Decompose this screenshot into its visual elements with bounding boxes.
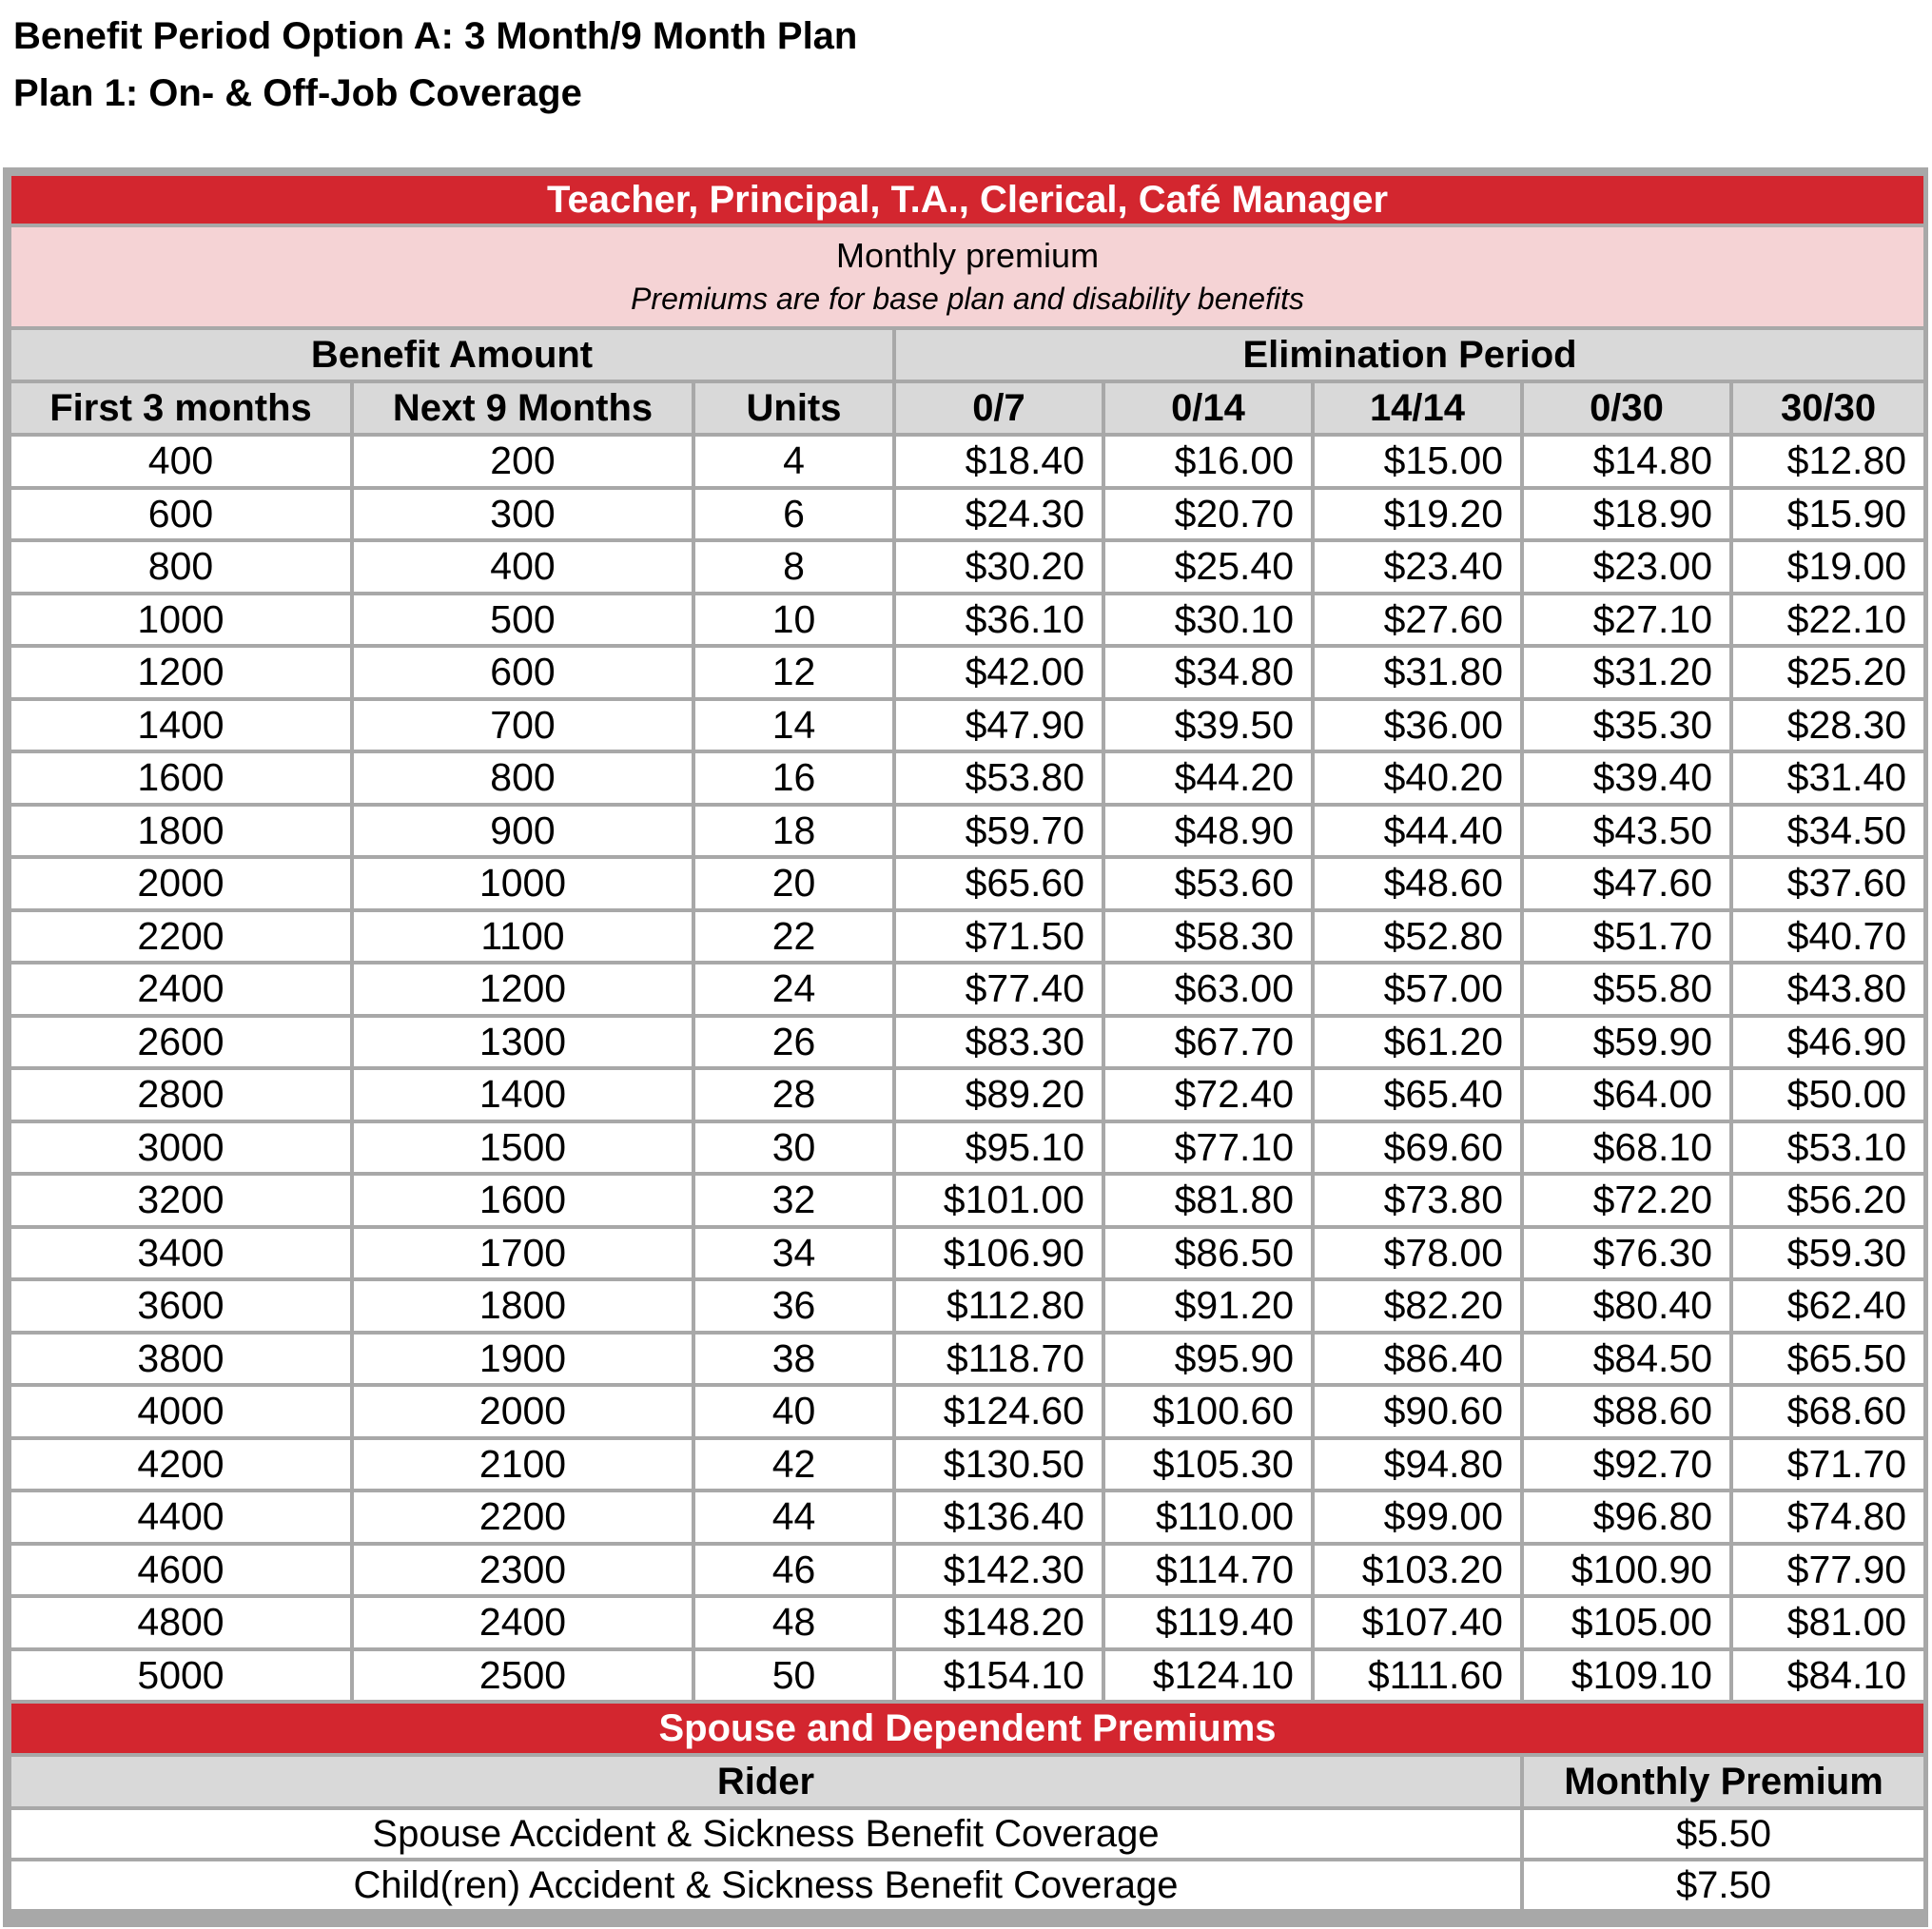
table-cell: $148.20 bbox=[894, 1596, 1103, 1649]
table-cell: $69.60 bbox=[1313, 1121, 1522, 1175]
document-titles bbox=[13, 8, 857, 122]
table-cell: 2500 bbox=[352, 1649, 693, 1703]
table-cell: 34 bbox=[693, 1227, 894, 1280]
table-cell: $71.50 bbox=[894, 910, 1103, 964]
table-cell: 300 bbox=[352, 488, 693, 541]
table-cell: $64.00 bbox=[1522, 1068, 1731, 1121]
table-cell: $65.40 bbox=[1313, 1068, 1522, 1121]
table-cell: $81.80 bbox=[1103, 1174, 1313, 1227]
table-cell: $30.10 bbox=[1103, 594, 1313, 647]
table-cell: 1400 bbox=[352, 1068, 693, 1121]
table-cell: 700 bbox=[352, 699, 693, 752]
table-cell: 24 bbox=[693, 963, 894, 1016]
table-cell: $42.00 bbox=[894, 646, 1103, 699]
table-cell: 4000 bbox=[10, 1385, 352, 1438]
column-header-row bbox=[10, 381, 1925, 435]
column-header: 0/7 bbox=[894, 381, 1103, 435]
table-row bbox=[10, 857, 1925, 910]
table-cell: 14 bbox=[693, 699, 894, 752]
table-cell: $46.90 bbox=[1731, 1016, 1925, 1069]
table-cell: $71.70 bbox=[1731, 1438, 1925, 1491]
table-cell: $27.10 bbox=[1522, 594, 1731, 647]
table-row bbox=[10, 963, 1925, 1016]
table-cell: $89.20 bbox=[894, 1068, 1103, 1121]
table-row bbox=[10, 1016, 1925, 1069]
table-cell: 5000 bbox=[10, 1649, 352, 1703]
table-cell: $19.00 bbox=[1731, 540, 1925, 594]
table-cell: $16.00 bbox=[1103, 435, 1313, 488]
table-cell: 12 bbox=[693, 646, 894, 699]
table-row bbox=[10, 1596, 1925, 1649]
table-row bbox=[10, 1068, 1925, 1121]
table-cell: 46 bbox=[693, 1544, 894, 1597]
table-cell: $14.80 bbox=[1522, 435, 1731, 488]
table-cell: $19.20 bbox=[1313, 488, 1522, 541]
table-cell: $52.80 bbox=[1313, 910, 1522, 964]
table-cell: 4800 bbox=[10, 1596, 352, 1649]
table-cell: $68.10 bbox=[1522, 1121, 1731, 1175]
table-cell: $90.60 bbox=[1313, 1385, 1522, 1438]
table-cell: $40.20 bbox=[1313, 751, 1522, 805]
table-row bbox=[10, 646, 1925, 699]
table-cell: $119.40 bbox=[1103, 1596, 1313, 1649]
table-cell: 200 bbox=[352, 435, 693, 488]
table-cell: $12.80 bbox=[1731, 435, 1925, 488]
table-row bbox=[10, 1279, 1925, 1333]
column-header: Next 9 Months bbox=[352, 381, 693, 435]
benefit-amount-header: Benefit Amount bbox=[10, 328, 894, 381]
premium-table bbox=[8, 172, 1927, 1704]
table-cell: 36 bbox=[693, 1279, 894, 1333]
table-cell: $27.60 bbox=[1313, 594, 1522, 647]
table-cell: 400 bbox=[10, 435, 352, 488]
table-cell: $99.00 bbox=[1313, 1491, 1522, 1544]
table-cell: 16 bbox=[693, 751, 894, 805]
table-cell: 800 bbox=[352, 751, 693, 805]
table-cell: $31.80 bbox=[1313, 646, 1522, 699]
table-cell: 1700 bbox=[352, 1227, 693, 1280]
premium-info-cell bbox=[10, 225, 1925, 328]
table-cell: 2000 bbox=[352, 1385, 693, 1438]
table-cell: $73.80 bbox=[1313, 1174, 1522, 1227]
table-row bbox=[10, 1544, 1925, 1597]
table-cell: 1600 bbox=[352, 1174, 693, 1227]
table-cell: $36.10 bbox=[894, 594, 1103, 647]
table-cell: $100.90 bbox=[1522, 1544, 1731, 1597]
table-cell: 800 bbox=[10, 540, 352, 594]
rider-premium: $7.50 bbox=[1522, 1860, 1925, 1911]
plan-title: Plan 1: On- & Off-Job Coverage bbox=[13, 72, 582, 114]
table-cell: $65.60 bbox=[894, 857, 1103, 910]
table-cell: $130.50 bbox=[894, 1438, 1103, 1491]
table-cell: $43.80 bbox=[1731, 963, 1925, 1016]
table-cell: $65.50 bbox=[1731, 1333, 1925, 1386]
table-cell: $25.20 bbox=[1731, 646, 1925, 699]
table-row bbox=[10, 910, 1925, 964]
option-title: Benefit Period Option A: 3 Month/9 Month Plan bbox=[13, 15, 858, 57]
table-cell: $51.70 bbox=[1522, 910, 1731, 964]
table-cell: 2400 bbox=[352, 1596, 693, 1649]
table-cell: 2600 bbox=[10, 1016, 352, 1069]
table-cell: 600 bbox=[352, 646, 693, 699]
table-cell: $44.40 bbox=[1313, 805, 1522, 858]
table-cell: 28 bbox=[693, 1068, 894, 1121]
table-cell: $88.60 bbox=[1522, 1385, 1731, 1438]
table-cell: 1900 bbox=[352, 1333, 693, 1386]
table-cell: $124.60 bbox=[894, 1385, 1103, 1438]
table-cell: $77.10 bbox=[1103, 1121, 1313, 1175]
table-cell: 1500 bbox=[352, 1121, 693, 1175]
table-cell: 2400 bbox=[10, 963, 352, 1016]
column-header: 14/14 bbox=[1313, 381, 1522, 435]
table-cell: $111.60 bbox=[1313, 1649, 1522, 1703]
table-cell: $105.30 bbox=[1103, 1438, 1313, 1491]
table-cell: $18.90 bbox=[1522, 488, 1731, 541]
table-cell: $76.30 bbox=[1522, 1227, 1731, 1280]
table-cell: $72.20 bbox=[1522, 1174, 1731, 1227]
table-cell: 1600 bbox=[10, 751, 352, 805]
table-row bbox=[10, 1174, 1925, 1227]
table-cell: 10 bbox=[693, 594, 894, 647]
table-cell: $101.00 bbox=[894, 1174, 1103, 1227]
column-header: 0/30 bbox=[1522, 381, 1731, 435]
table-cell: $61.20 bbox=[1313, 1016, 1522, 1069]
table-row bbox=[10, 1227, 1925, 1280]
table-cell: 1800 bbox=[352, 1279, 693, 1333]
table-cell: $68.60 bbox=[1731, 1385, 1925, 1438]
table-cell: $86.50 bbox=[1103, 1227, 1313, 1280]
table-cell: $40.70 bbox=[1731, 910, 1925, 964]
rider-name: Spouse Accident & Sickness Benefit Coverage bbox=[10, 1808, 1522, 1860]
table-cell: 22 bbox=[693, 910, 894, 964]
table-cell: $35.30 bbox=[1522, 699, 1731, 752]
table-cell: 1100 bbox=[352, 910, 693, 964]
table-cell: $92.70 bbox=[1522, 1438, 1731, 1491]
column-header: Units bbox=[693, 381, 894, 435]
table-cell: $67.70 bbox=[1103, 1016, 1313, 1069]
table-cell: $34.80 bbox=[1103, 646, 1313, 699]
table-cell: 18 bbox=[693, 805, 894, 858]
table-cell: $118.70 bbox=[894, 1333, 1103, 1386]
table-cell: $30.20 bbox=[894, 540, 1103, 594]
table-cell: 48 bbox=[693, 1596, 894, 1649]
table-cell: $36.00 bbox=[1313, 699, 1522, 752]
table-cell: 44 bbox=[693, 1491, 894, 1544]
table-cell: $28.30 bbox=[1731, 699, 1925, 752]
table-cell: $136.40 bbox=[894, 1491, 1103, 1544]
table-cell: $20.70 bbox=[1103, 488, 1313, 541]
table-cell: $34.50 bbox=[1731, 805, 1925, 858]
table-cell: $37.60 bbox=[1731, 857, 1925, 910]
column-header: First 3 months bbox=[10, 381, 352, 435]
table-cell: 1000 bbox=[352, 857, 693, 910]
table-cell: $53.60 bbox=[1103, 857, 1313, 910]
table-cell: 4 bbox=[693, 435, 894, 488]
table-cell: $80.40 bbox=[1522, 1279, 1731, 1333]
table-cell: $24.30 bbox=[894, 488, 1103, 541]
table-cell: $48.90 bbox=[1103, 805, 1313, 858]
table-cell: 600 bbox=[10, 488, 352, 541]
table-cell: $15.90 bbox=[1731, 488, 1925, 541]
table-row bbox=[10, 1333, 1925, 1386]
table-cell: $59.70 bbox=[894, 805, 1103, 858]
table-cell: $25.40 bbox=[1103, 540, 1313, 594]
table-cell: 3000 bbox=[10, 1121, 352, 1175]
table-cell: 500 bbox=[352, 594, 693, 647]
table-cell: $110.00 bbox=[1103, 1491, 1313, 1544]
table-cell: 30 bbox=[693, 1121, 894, 1175]
table-cell: 40 bbox=[693, 1385, 894, 1438]
table-cell: $95.90 bbox=[1103, 1333, 1313, 1386]
table-cell: 26 bbox=[693, 1016, 894, 1069]
table-cell: $74.80 bbox=[1731, 1491, 1925, 1544]
table-row bbox=[10, 1438, 1925, 1491]
table-cell: 3800 bbox=[10, 1333, 352, 1386]
table-cell: 20 bbox=[693, 857, 894, 910]
table-cell: $105.00 bbox=[1522, 1596, 1731, 1649]
table-cell: $47.90 bbox=[894, 699, 1103, 752]
table-cell: 50 bbox=[693, 1649, 894, 1703]
table-cell: 1200 bbox=[10, 646, 352, 699]
elimination-period-header: Elimination Period bbox=[894, 328, 1925, 381]
table-cell: $31.20 bbox=[1522, 646, 1731, 699]
table-cell: $55.80 bbox=[1522, 963, 1731, 1016]
table-cell: $59.30 bbox=[1731, 1227, 1925, 1280]
table-cell: 1800 bbox=[10, 805, 352, 858]
table-cell: 400 bbox=[352, 540, 693, 594]
table-cell: 1300 bbox=[352, 1016, 693, 1069]
table-cell: $53.80 bbox=[894, 751, 1103, 805]
table-cell: 6 bbox=[693, 488, 894, 541]
rider-row bbox=[10, 1860, 1925, 1911]
table-cell: $95.10 bbox=[894, 1121, 1103, 1175]
rider-premium: $5.50 bbox=[1522, 1808, 1925, 1860]
table-cell: $43.50 bbox=[1522, 805, 1731, 858]
table-row bbox=[10, 488, 1925, 541]
table-row bbox=[10, 540, 1925, 594]
table-cell: $81.00 bbox=[1731, 1596, 1925, 1649]
table-cell: $107.40 bbox=[1313, 1596, 1522, 1649]
table-cell: $86.40 bbox=[1313, 1333, 1522, 1386]
table-cell: 38 bbox=[693, 1333, 894, 1386]
table-cell: 2200 bbox=[352, 1491, 693, 1544]
table-cell: $91.20 bbox=[1103, 1279, 1313, 1333]
table-row bbox=[10, 1121, 1925, 1175]
monthly-premium-header: Monthly Premium bbox=[1522, 1755, 1925, 1808]
table-cell: $142.30 bbox=[894, 1544, 1103, 1597]
table-cell: 3200 bbox=[10, 1174, 352, 1227]
column-header: 0/14 bbox=[1103, 381, 1313, 435]
table-cell: $62.40 bbox=[1731, 1279, 1925, 1333]
table-cell: 900 bbox=[352, 805, 693, 858]
table-cell: $154.10 bbox=[894, 1649, 1103, 1703]
table-cell: $23.40 bbox=[1313, 540, 1522, 594]
dependent-premium-table bbox=[8, 1700, 1927, 1913]
table-cell: 1000 bbox=[10, 594, 352, 647]
table-cell: $57.00 bbox=[1313, 963, 1522, 1016]
dependent-banner: Spouse and Dependent Premiums bbox=[10, 1702, 1925, 1755]
table-cell: $15.00 bbox=[1313, 435, 1522, 488]
table-row bbox=[10, 1385, 1925, 1438]
rider-row bbox=[10, 1808, 1925, 1860]
table-cell: $112.80 bbox=[894, 1279, 1103, 1333]
table-cell: $18.40 bbox=[894, 435, 1103, 488]
table-cell: $124.10 bbox=[1103, 1649, 1313, 1703]
table-cell: $50.00 bbox=[1731, 1068, 1925, 1121]
table-cell: $58.30 bbox=[1103, 910, 1313, 964]
table-row bbox=[10, 1649, 1925, 1703]
premium-table-frame bbox=[3, 167, 1928, 1927]
table-cell: 2000 bbox=[10, 857, 352, 910]
rider-name: Child(ren) Accident & Sickness Benefit Coverage bbox=[10, 1860, 1522, 1911]
table-cell: 4600 bbox=[10, 1544, 352, 1597]
table-cell: $84.10 bbox=[1731, 1649, 1925, 1703]
table-cell: $77.90 bbox=[1731, 1544, 1925, 1597]
table-cell: 1200 bbox=[352, 963, 693, 1016]
table-cell: 4200 bbox=[10, 1438, 352, 1491]
table-cell: $94.80 bbox=[1313, 1438, 1522, 1491]
rider-header: Rider bbox=[10, 1755, 1522, 1808]
table-row bbox=[10, 435, 1925, 488]
table-cell: 3600 bbox=[10, 1279, 352, 1333]
table-cell: $56.20 bbox=[1731, 1174, 1925, 1227]
table-row bbox=[10, 751, 1925, 805]
table-row bbox=[10, 699, 1925, 752]
table-cell: $103.20 bbox=[1313, 1544, 1522, 1597]
table-cell: 2100 bbox=[352, 1438, 693, 1491]
table-cell: $44.20 bbox=[1103, 751, 1313, 805]
table-cell: 32 bbox=[693, 1174, 894, 1227]
table-cell: 2200 bbox=[10, 910, 352, 964]
table-cell: $72.40 bbox=[1103, 1068, 1313, 1121]
table-cell: 2800 bbox=[10, 1068, 352, 1121]
table-cell: $96.80 bbox=[1522, 1491, 1731, 1544]
table-cell: $31.40 bbox=[1731, 751, 1925, 805]
table-cell: 3400 bbox=[10, 1227, 352, 1280]
column-header: 30/30 bbox=[1731, 381, 1925, 435]
table-cell: $22.10 bbox=[1731, 594, 1925, 647]
table-cell: $53.10 bbox=[1731, 1121, 1925, 1175]
table-cell: $63.00 bbox=[1103, 963, 1313, 1016]
table-cell: $77.40 bbox=[894, 963, 1103, 1016]
premium-label: Monthly premium bbox=[835, 236, 1100, 275]
table-cell: $84.50 bbox=[1522, 1333, 1731, 1386]
table-row bbox=[10, 1491, 1925, 1544]
table-cell: $47.60 bbox=[1522, 857, 1731, 910]
table-cell: $39.40 bbox=[1522, 751, 1731, 805]
table-cell: $109.10 bbox=[1522, 1649, 1731, 1703]
table-cell: $106.90 bbox=[894, 1227, 1103, 1280]
table-cell: $100.60 bbox=[1103, 1385, 1313, 1438]
table-cell: $114.70 bbox=[1103, 1544, 1313, 1597]
table-cell: $82.20 bbox=[1313, 1279, 1522, 1333]
table-cell: $39.50 bbox=[1103, 699, 1313, 752]
table-cell: $59.90 bbox=[1522, 1016, 1731, 1069]
table-cell: $48.60 bbox=[1313, 857, 1522, 910]
table-cell: 2300 bbox=[352, 1544, 693, 1597]
table-cell: 42 bbox=[693, 1438, 894, 1491]
premium-note: Premiums are for base plan and disability benefits bbox=[631, 282, 1304, 316]
table-cell: $23.00 bbox=[1522, 540, 1731, 594]
table-cell: 8 bbox=[693, 540, 894, 594]
table-cell: $83.30 bbox=[894, 1016, 1103, 1069]
table-cell: 4400 bbox=[10, 1491, 352, 1544]
table-cell: 1400 bbox=[10, 699, 352, 752]
table-row bbox=[10, 594, 1925, 647]
occupation-banner: Teacher, Principal, T.A., Clerical, Café Manager bbox=[10, 174, 1925, 225]
table-cell: $78.00 bbox=[1313, 1227, 1522, 1280]
table-row bbox=[10, 805, 1925, 858]
